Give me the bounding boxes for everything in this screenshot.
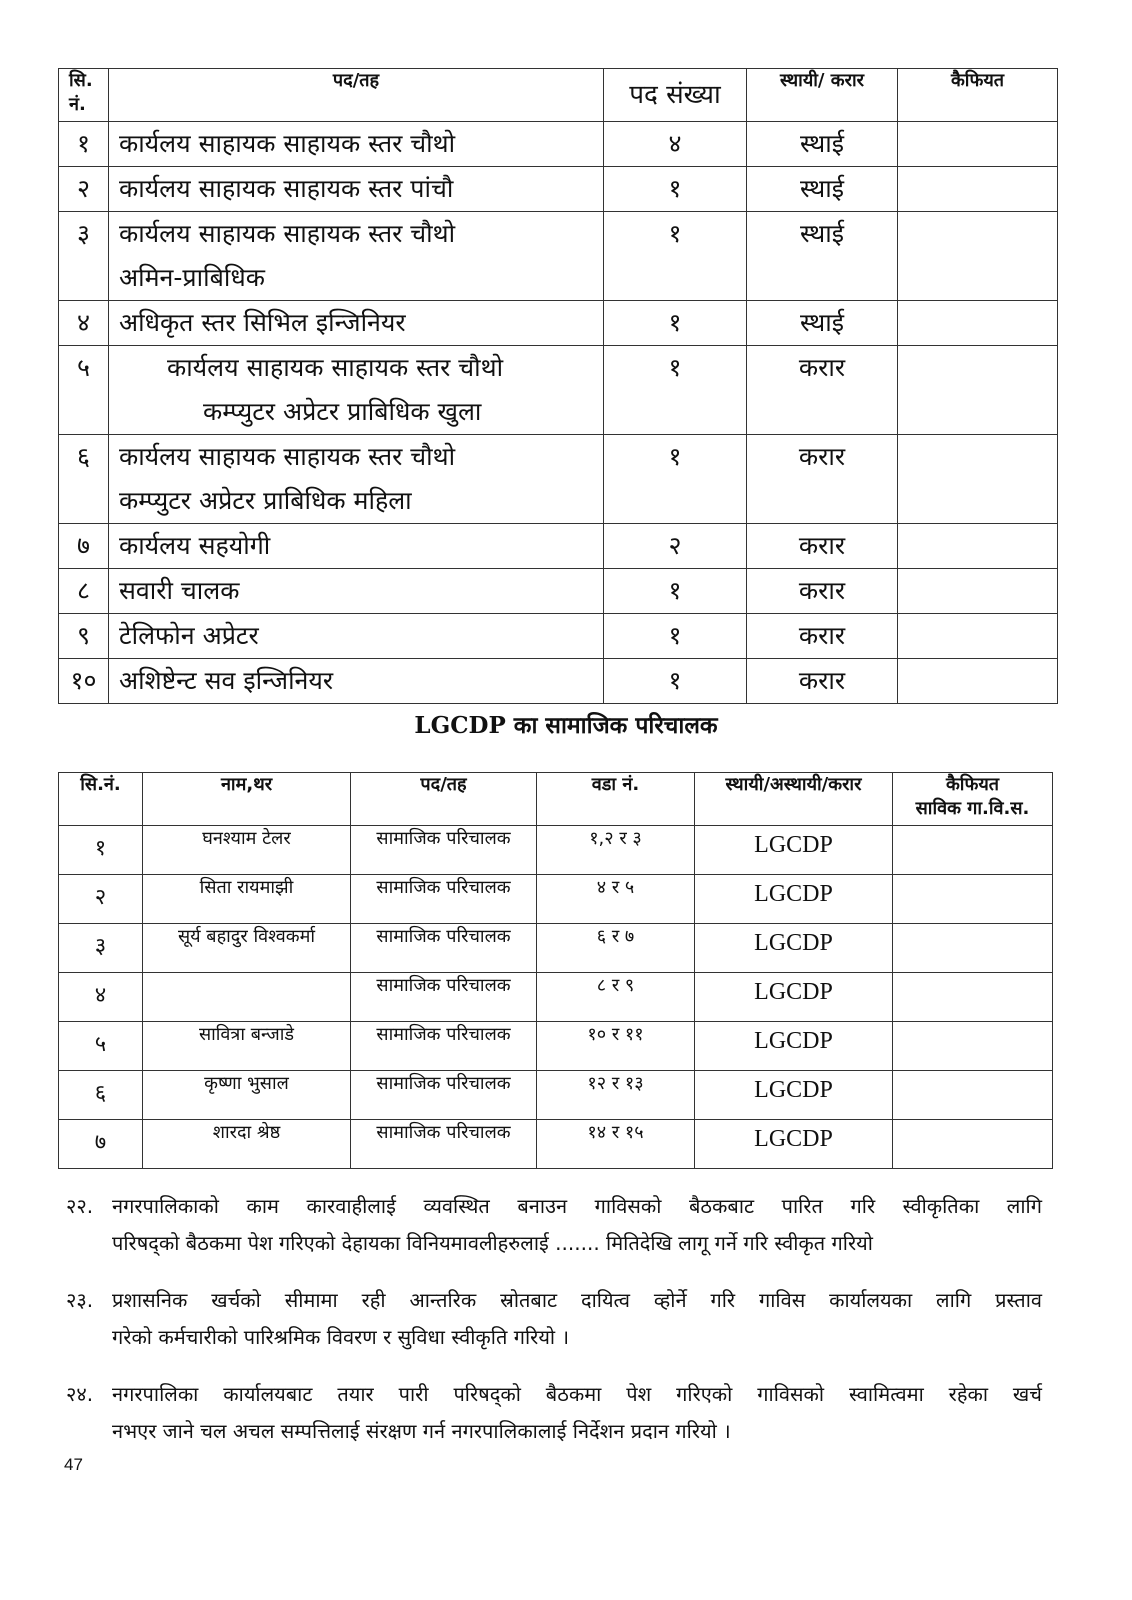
table-row	[59, 212, 1058, 301]
row-remarks	[898, 614, 1058, 659]
row-name: घनश्याम टेलर	[143, 826, 351, 875]
paragraph-line: परिषद्को बैठकमा पेश गरिएको देहायका विनियमावलीहरुलाई ....... मितिदेखि लागू गर्ने गरि स्वीकृत गरियो	[112, 1231, 873, 1255]
row-ward: १० र ११	[537, 1022, 695, 1071]
row-count: १	[604, 346, 747, 435]
table-row	[59, 569, 1058, 614]
row-serial: ६	[59, 1071, 143, 1120]
row-type: करार	[747, 524, 898, 569]
row-remarks	[893, 1120, 1053, 1169]
row-type: LGCDP	[695, 1071, 893, 1120]
row-post: कार्यलय साहायक साहायक स्तर चौथो	[109, 122, 604, 167]
row-post: टेलिफोन अप्रेटर	[109, 614, 604, 659]
social-mobilizer-table-title: LGCDP का सामाजिक परिचालक	[414, 712, 718, 739]
table-row	[59, 614, 1058, 659]
row-post: कार्यलय साहायक साहायक स्तर चौथो कम्प्युटर अप्रेटर प्राबिधिक महिला	[109, 435, 604, 524]
social-mobilizer-table	[58, 772, 1053, 1169]
row-count: १	[604, 614, 747, 659]
row-type: करार	[747, 435, 898, 524]
row-remarks	[898, 569, 1058, 614]
row-type: करार	[747, 659, 898, 704]
row-remarks	[898, 346, 1058, 435]
row-serial: १०	[59, 659, 109, 704]
paragraph-24	[66, 1376, 1042, 1450]
paragraph-23	[66, 1282, 1042, 1356]
table-header-row	[59, 69, 1058, 122]
row-post: सामाजिक परिचालक	[351, 826, 537, 875]
table-row	[59, 1071, 1053, 1120]
row-post: सामाजिक परिचालक	[351, 1071, 537, 1120]
row-count: १	[604, 212, 747, 301]
row-serial: ३	[59, 924, 143, 973]
row-type: करार	[747, 569, 898, 614]
row-serial: ३	[59, 212, 109, 301]
paragraph-number: २४.	[66, 1382, 94, 1406]
row-type: LGCDP	[695, 826, 893, 875]
row-count: १	[604, 569, 747, 614]
row-type: LGCDP	[695, 924, 893, 973]
table-row	[59, 973, 1053, 1022]
paragraph-line: नगरपालिका कार्यालयबाट तयार पारी परिषद्को बैठकमा पेश गरिएको गाविसको स्वामित्वमा रहेका खर्च	[112, 1382, 1042, 1406]
row-serial: ७	[59, 1120, 143, 1169]
row-count: १	[604, 167, 747, 212]
row-remarks	[898, 301, 1058, 346]
row-post: सामाजिक परिचालक	[351, 875, 537, 924]
paragraph-number: २२.	[66, 1194, 94, 1218]
table-row	[59, 346, 1058, 435]
table-row	[59, 1120, 1053, 1169]
header-post-level: पद/तह	[351, 773, 537, 826]
row-count: २	[604, 524, 747, 569]
row-post: सवारी चालक	[109, 569, 604, 614]
table-row	[59, 122, 1058, 167]
header-serial: सि. नं.	[59, 69, 109, 122]
table-row	[59, 167, 1058, 212]
row-type: करार	[747, 614, 898, 659]
row-type: स्थाई	[747, 122, 898, 167]
row-serial: ४	[59, 973, 143, 1022]
table-row	[59, 524, 1058, 569]
row-post: सामाजिक परिचालक	[351, 924, 537, 973]
row-ward: १,२ र ३	[537, 826, 695, 875]
paragraph-line: नगरपालिकाको काम कारवाहीलाई व्यवस्थित बनाउन गाविसको बैठकबाट पारित गरि स्वीकृतिका लागि	[112, 1194, 1042, 1218]
header-post-count: पद संख्या	[604, 69, 747, 122]
row-count: ४	[604, 122, 747, 167]
row-remarks	[893, 924, 1053, 973]
row-count: १	[604, 301, 747, 346]
row-post: कार्यलय साहायक साहायक स्तर पांचौ	[109, 167, 604, 212]
row-serial: ४	[59, 301, 109, 346]
paragraph-line: नभएर जाने चल अचल सम्पत्तिलाई संरक्षण गर्न नगरपालिकालाई निर्देशन प्रदान गरियो ।	[112, 1419, 731, 1443]
row-serial: ९	[59, 614, 109, 659]
page-number: 47	[64, 1455, 83, 1474]
header-post-level: पद/तह	[109, 69, 604, 122]
row-serial: ५	[59, 1022, 143, 1071]
row-ward: ६ र ७	[537, 924, 695, 973]
row-remarks	[898, 435, 1058, 524]
header-remarks: कैफियत साविक गा.वि.स.	[893, 773, 1053, 826]
row-post: कार्यलय साहायक साहायक स्तर चौथो कम्प्युटर अप्रेटर प्राबिधिक खुला	[109, 346, 604, 435]
row-name: शारदा श्रेष्ठ	[143, 1120, 351, 1169]
row-name	[143, 973, 351, 1022]
paragraph-line: गरेको कर्मचारीको पारिश्रमिक विवरण र सुविधा स्वीकृति गरियो ।	[112, 1325, 570, 1349]
row-serial: ६	[59, 435, 109, 524]
row-ward: १४ र १५	[537, 1120, 695, 1169]
table-row	[59, 301, 1058, 346]
row-name: सिता रायमाझी	[143, 875, 351, 924]
row-ward: ८ र ९	[537, 973, 695, 1022]
row-type: LGCDP	[695, 973, 893, 1022]
row-remarks	[893, 1071, 1053, 1120]
table-header-row	[59, 773, 1053, 826]
row-remarks	[893, 875, 1053, 924]
staff-positions-table	[58, 68, 1058, 704]
row-type: स्थाई	[747, 167, 898, 212]
row-remarks	[898, 524, 1058, 569]
paragraph-22	[66, 1188, 1042, 1262]
header-remarks: कैफियत	[898, 69, 1058, 122]
table-row	[59, 659, 1058, 704]
row-name: सावित्रा बन्जाडे	[143, 1022, 351, 1071]
paragraph-number: २३.	[66, 1288, 94, 1312]
row-count: १	[604, 435, 747, 524]
header-ward-no: वडा नं.	[537, 773, 695, 826]
row-type: स्थाई	[747, 212, 898, 301]
row-serial: ५	[59, 346, 109, 435]
table-row	[59, 1022, 1053, 1071]
row-post: अशिष्टेन्ट सव इन्जिनियर	[109, 659, 604, 704]
row-serial: १	[59, 122, 109, 167]
table-row	[59, 435, 1058, 524]
row-ward: १२ र १३	[537, 1071, 695, 1120]
row-type: स्थाई	[747, 301, 898, 346]
row-remarks	[893, 973, 1053, 1022]
row-remarks	[898, 122, 1058, 167]
row-name: कृष्णा भुसाल	[143, 1071, 351, 1120]
row-remarks	[898, 167, 1058, 212]
header-name: नाम,थर	[143, 773, 351, 826]
row-remarks	[898, 659, 1058, 704]
row-type: LGCDP	[695, 1120, 893, 1169]
row-post: कार्यलय साहायक साहायक स्तर चौथो अमिन-प्राबिधिक	[109, 212, 604, 301]
table-row	[59, 875, 1053, 924]
row-post: सामाजिक परिचालक	[351, 973, 537, 1022]
row-name: सूर्य बहादुर विश्वकर्मा	[143, 924, 351, 973]
row-serial: १	[59, 826, 143, 875]
row-post: सामाजिक परिचालक	[351, 1022, 537, 1071]
row-serial: ८	[59, 569, 109, 614]
table-row	[59, 924, 1053, 973]
row-post: सामाजिक परिचालक	[351, 1120, 537, 1169]
row-serial: २	[59, 167, 109, 212]
table-row	[59, 826, 1053, 875]
row-ward: ४ र ५	[537, 875, 695, 924]
row-post: कार्यलय सहयोगी	[109, 524, 604, 569]
row-type: LGCDP	[695, 875, 893, 924]
row-type: LGCDP	[695, 1022, 893, 1071]
row-remarks	[893, 826, 1053, 875]
row-serial: ७	[59, 524, 109, 569]
header-serial: सि.नं.	[59, 773, 143, 826]
row-type: करार	[747, 346, 898, 435]
row-remarks	[893, 1022, 1053, 1071]
header-employment-type: स्थायी/अस्थायी/करार	[695, 773, 893, 826]
paragraph-line: प्रशासनिक खर्चको सीमामा रही आन्तरिक स्रोतबाट दायित्व व्होर्ने गरि गाविस कार्यालयका लागि प्रस्ताव	[112, 1288, 1042, 1312]
row-count: १	[604, 659, 747, 704]
row-post: अधिकृत स्तर सिभिल इन्जिनियर	[109, 301, 604, 346]
header-permanent-contract: स्थायी/ करार	[747, 69, 898, 122]
row-remarks	[898, 212, 1058, 301]
row-serial: २	[59, 875, 143, 924]
